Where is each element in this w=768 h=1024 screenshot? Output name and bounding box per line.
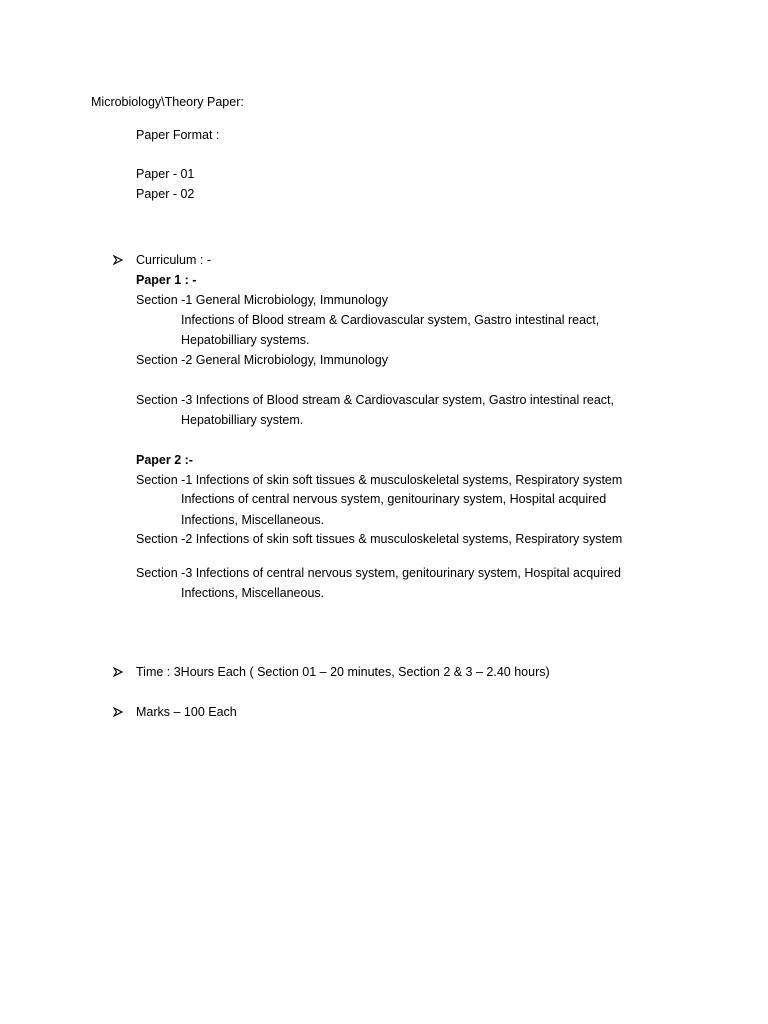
paper2-line: Section -2 Infections of skin soft tissues & musculoskeletal systems, Respiratory system [136, 532, 623, 546]
arrowhead-bullet-icon [113, 707, 123, 717]
paper-format-label: Paper Format : [136, 128, 220, 142]
paper1-line: Infections of Blood stream & Cardiovascular system, Gastro intestinal react, [181, 313, 600, 327]
paper2-heading: Paper 2 :- [136, 453, 193, 467]
paper2-line: Infections, Miscellaneous. [181, 513, 325, 527]
paper2-line: Section -1 Infections of skin soft tissues & musculoskeletal systems, Respiratory system [136, 473, 623, 487]
marks-line: Marks – 100 Each [136, 705, 237, 719]
document-title: Microbiology\Theory Paper: [91, 95, 244, 109]
paper1-line: Hepatobilliary system. [181, 413, 304, 427]
paper1-line: Hepatobilliary systems. [181, 333, 310, 347]
paper-format-item: Paper - 01 [136, 167, 195, 181]
arrowhead-bullet-icon [113, 255, 123, 265]
curriculum-label: Curriculum : - [136, 253, 212, 267]
paper2-line: Infections of central nervous system, genitourinary system, Hospital acquired [181, 492, 607, 506]
paper1-heading: Paper 1 : - [136, 273, 197, 287]
paper1-line: Section -2 General Microbiology, Immunology [136, 353, 388, 367]
paper1-line: Section -3 Infections of Blood stream & Cardiovascular system, Gastro intestinal react, [136, 393, 614, 407]
time-line: Time : 3Hours Each ( Section 01 – 20 minutes, Section 2 & 3 – 2.40 hours) [136, 665, 550, 679]
paper2-line: Infections, Miscellaneous. [181, 586, 325, 600]
paper2-line: Section -3 Infections of central nervous system, genitourinary system, Hospital acquired [136, 566, 621, 580]
arrowhead-bullet-icon [113, 667, 123, 677]
paper1-line: Section -1 General Microbiology, Immunology [136, 293, 388, 307]
paper-format-item: Paper - 02 [136, 187, 195, 201]
